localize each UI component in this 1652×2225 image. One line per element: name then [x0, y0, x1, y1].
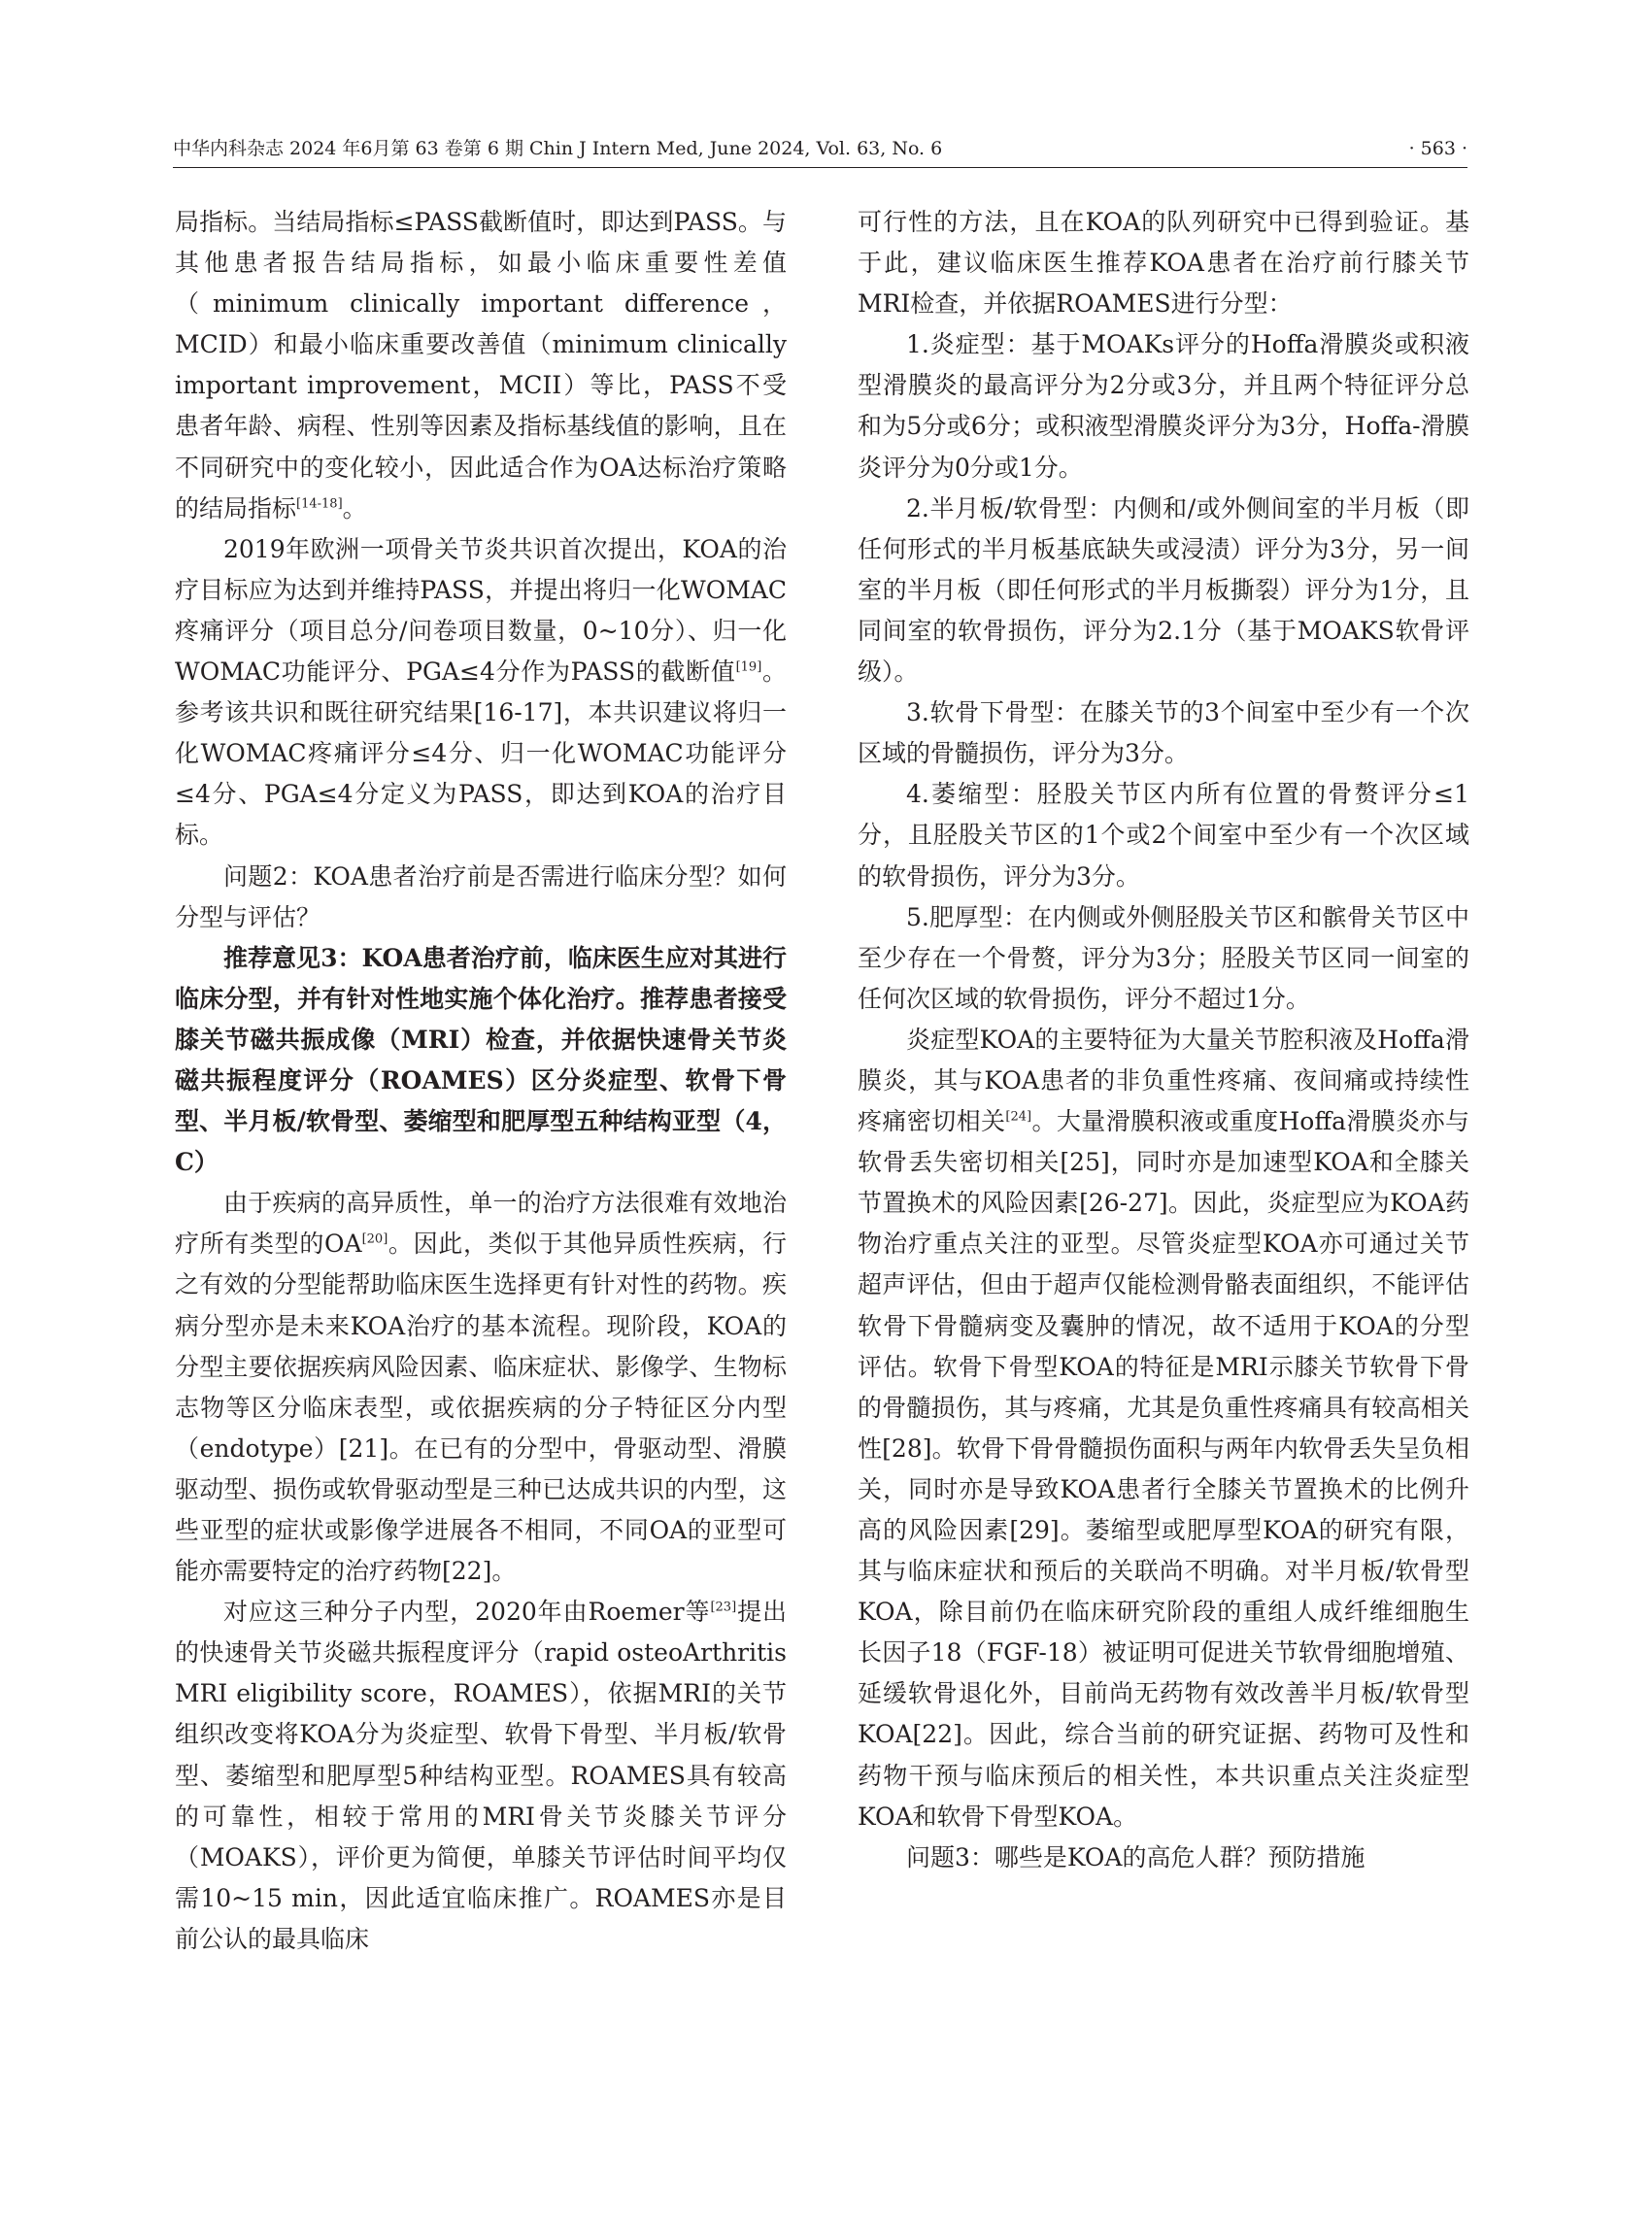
recommendation: 推荐意见3：KOA患者治疗前，临床医生应对其进行临床分型，并有针对性地实施个体化治疗。推荐患者接受膝关节磁共振成像（MRI）检查，并依据快速骨关节炎磁共振程度评分（ROAMES）区分炎症型、软骨下骨型、半月板/软骨型、萎缩型和肥厚型五种结构亚型（4，C） [175, 943, 787, 1177]
question-heading: 问题3：哪些是KOA的高危人群？预防措施 [906, 1842, 1365, 1871]
header-rule [173, 167, 1467, 168]
left-column [175, 202, 787, 1960]
subtype-item: 3.软骨下骨型：在膝关节的3个间室中至少有一个次区域的骨髓损伤，评分为3分。 [858, 698, 1469, 768]
paragraph: 炎症型KOA的主要特征为大量关节腔积液及Hoffa滑膜炎，其与KOA患者的非负重性疼痛、夜间痛或持续性疼痛密切相关[24]。大量滑膜积液或重度Hoffa滑膜炎亦与软骨丢失密切相关[25]，同时亦是加速型KOA和全膝关节置换术的风险因素[26-27]。因此，炎症型应为KOA药物治疗重点关注的亚型。尽管炎症型KOA亦可通过关节超声评估，但由于超声仅能检测骨骼表面组织，不能评估软骨下骨髓病变及囊肿的情况，故不适用于KOA的分型评估。软骨下骨型KOA的特征是MRI示膝关节软骨下骨的骨髓损伤，其与疼痛，尤其是负重性疼痛具有较高相关性[28]。软骨下骨骨髓损伤面积与两年内软骨丢失呈负相关，同时亦是导致KOA患者行全膝关节置换术的比例升高的风险因素[29]。萎缩型或肥厚型KOA的研究有限，其与临床症状和预后的关联尚不明确。对半月板/软骨型KOA，除目前仍在临床研究阶段的重组人成纤维细胞生长因子18（FGF-18）被证明可促进关节软骨细胞增殖、延缓软骨退化外，目前尚无药物有效改善半月板/软骨型KOA[22]。因此，综合当前的研究证据、药物可及性和药物干预与临床预后的相关性，本共识重点关注炎症型KOA和软骨下骨型KOA。 [858, 1025, 1469, 1831]
right-column [858, 202, 1469, 1878]
subtype-item: 5.肥厚型：在内侧或外侧胫股关节区和髌骨关节区中至少存在一个骨赘，评分为3分；胫股关节区同一间室的任何次区域的软骨损伤，评分不超过1分。 [858, 902, 1469, 1013]
journal-citation: 中华内科杂志 2024 年6月第 63 卷第 6 期 Chin J Intern Med, June 2024, Vol. 63, No. 6 [173, 138, 943, 159]
question-heading: 问题2：KOA患者治疗前是否需进行临床分型？如何分型与评估？ [175, 861, 787, 931]
paragraph: 对应这三种分子内型，2020年由Roemer等[23]提出的快速骨关节炎磁共振程度评分（rapid osteoArthritis MRI eligibility score，ROAMES），依据MRI的关节组织改变将KOA分为炎症型、软骨下骨型、半月板/软骨型、萎缩型和肥厚型5种结构亚型。ROAMES具有较高的可靠性，相较于常用的MRI骨关节炎膝关节评分（MOAKS），评价更为简便，单膝关节评估时间平均仅需10~15 min，因此适宜临床推广。ROAMES亦是目前公认的最具临床 [175, 1598, 787, 1953]
page-number: · 563 · [1408, 138, 1467, 159]
subtype-item: 2.半月板/软骨型：内侧和/或外侧间室的半月板（即任何形式的半月板基底缺失或浸渍）评分为3分，另一间室的半月板（即任何形式的半月板撕裂）评分为1分，且同间室的软骨损伤，评分为2.1分（基于MOAKS软骨评级）。 [858, 493, 1469, 687]
running-header [173, 134, 1467, 167]
paragraph: 可行性的方法，且在KOA的队列研究中已得到验证。基于此，建议临床医生推荐KOA患者在治疗前行膝关节MRI检查，并依据ROAMES进行分型： [858, 208, 1469, 319]
paragraph: 局指标。当结局指标≤PASS截断值时，即达到PASS。与其他患者报告结局指标，如最小临床重要性差值（minimum clinically important difference，MCID）和最小临床重要改善值（minimum clinically important improvement，MCII）等比，PASS不受患者年龄、病程、性别等因素及指标基线值的影响，且在不同研究中的变化较小，因此适合作为OA达标治疗策略的结局指标[14-18]。 [175, 208, 787, 523]
paragraph: 由于疾病的高异质性，单一的治疗方法很难有效地治疗所有类型的OA[20]。因此，类似于其他异质性疾病，行之有效的分型能帮助临床医生选择更有针对性的药物。疾病分型亦是未来KOA治疗的基本流程。现阶段，KOA的分型主要依据疾病风险因素、临床症状、影像学、生物标志物等区分临床表型，或依据疾病的分子特征区分内型（endotype）[21]。在已有的分型中，骨驱动型、滑膜驱动型、损伤或软骨驱动型是三种已达成共识的内型，这些亚型的症状或影像学进展各不相同，不同OA的亚型可能亦需要特定的治疗药物[22]。 [175, 1189, 787, 1586]
subtype-item: 1.炎症型：基于MOAKs评分的Hoffa滑膜炎或积液型滑膜炎的最高评分为2分或3分，并且两个特征评分总和为5分或6分；或积液型滑膜炎评分为3分，Hoffa-滑膜炎评分为0分或1分。 [858, 330, 1469, 482]
subtype-item: 4.萎缩型：胫股关节区内所有位置的骨赘评分≤1分，且胫股关节区的1个或2个间室中至少有一个次区域的软骨损伤，评分为3分。 [858, 780, 1469, 891]
paragraph: 2019年欧洲一项骨关节炎共识首次提出，KOA的治疗目标应为达到并维持PASS，并提出将归一化WOMAC疼痛评分（项目总分/问卷项目数量，0~10分）、归一化WOMAC功能评分、PGA≤4分作为PASS的截断值[19]。参考该共识和既往研究结果[16-17]，本共识建议将归一化WOMAC疼痛评分≤4分、归一化WOMAC功能评分≤4分、PGA≤4分定义为PASS，即达到KOA的治疗目标。 [175, 534, 787, 850]
